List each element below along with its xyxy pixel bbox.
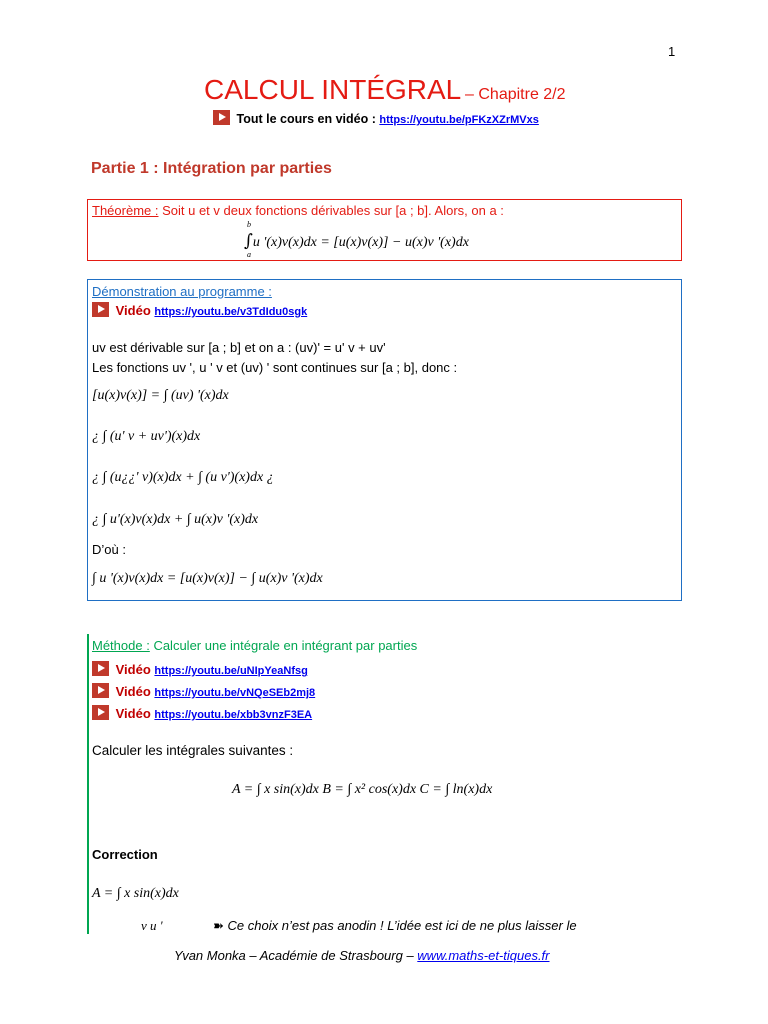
demo-eq1: [u(x)v(x)] = ∫ (uv) '(x)dx — [92, 388, 229, 403]
course-video-link[interactable]: https://youtu.be/pFKzXZrMVxs — [379, 114, 539, 126]
method-text: Calculer une intégrale en intégrant par parties — [149, 638, 418, 653]
theorem-label: Théorème : — [92, 203, 159, 218]
correction-label: Correction — [92, 847, 158, 862]
page-title — [204, 74, 566, 106]
title-main: CALCUL INTÉGRAL — [204, 74, 462, 105]
footer — [174, 948, 550, 963]
method-margin-line — [87, 634, 89, 934]
demo-eq5: ∫ u '(x)v(x)dx = [u(x)v(x)] − ∫ u(x)v '(x)dx — [92, 571, 323, 586]
course-video-label: Tout le cours en vidéo : — [236, 112, 376, 126]
page-number: 1 — [668, 44, 676, 59]
method-label: Méthode : — [92, 638, 150, 653]
demo-donc: D’où : — [92, 542, 126, 557]
part1-title: Partie 1 : Intégration par parties — [91, 160, 332, 177]
method-integrals: A = ∫ x sin(x)dx B = ∫ x² cos(x)dx C = ∫ ln(x)dx — [232, 782, 493, 797]
theorem-lim-a: a — [247, 250, 251, 259]
method-line — [92, 638, 417, 653]
play-icon[interactable] — [92, 683, 109, 698]
course-video-line — [213, 110, 539, 126]
correction-note-text: Ce choix n’est pas anodin ! L’idée est ici de ne plus laisser le — [227, 918, 577, 933]
double-arrow-icon: ➽ — [213, 918, 224, 933]
method-video-2 — [92, 683, 315, 699]
correction-eq: A = ∫ x sin(x)dx — [92, 886, 179, 901]
theorem-formula: ∫u '(x)v(x)dx = [u(x)v(x)] − u(x)v '(x)dx — [244, 231, 469, 251]
footer-text: Yvan Monka – Académie de Strasbourg – — [174, 948, 418, 963]
theorem-formula-text: u '(x)v(x)dx = [u(x)v(x)] − u(x)v '(x)dx — [252, 235, 469, 250]
play-icon[interactable] — [213, 110, 230, 125]
method-video-link[interactable]: https://youtu.be/vNQeSEb2mj8 — [154, 687, 316, 699]
method-video-3 — [92, 705, 312, 721]
method-video-1 — [92, 661, 308, 677]
theorem-text-line — [92, 203, 504, 218]
method-video-label: Vidéo — [115, 684, 151, 699]
theorem-text: Soit u et v deux fonctions dérivables sur [a ; b]. Alors, on a : — [158, 203, 504, 218]
play-icon[interactable] — [92, 705, 109, 720]
method-video-label: Vidéo — [115, 662, 151, 677]
demo-eq3: ¿ ∫ (u¿¿' v)(x)dx + ∫ (u v')(x)dx ¿ — [92, 470, 274, 485]
title-sub: – Chapitre 2/2 — [465, 86, 566, 103]
theorem-lim-b: b — [247, 220, 251, 229]
method-task: Calculer les intégrales suivantes : — [92, 743, 294, 758]
demo-video-label: Vidéo — [115, 303, 151, 318]
demo-line1: uv est dérivable sur [a ; b] et on a : (uv)' = u' v + uv' — [92, 340, 386, 355]
method-video-label: Vidéo — [115, 706, 151, 721]
demo-label: Démonstration au programme : — [92, 284, 272, 299]
method-video-link[interactable]: https://youtu.be/xbb3vnzF3EA — [154, 709, 313, 721]
demo-video-link[interactable]: https://youtu.be/v3TdIdu0sgk — [154, 306, 308, 318]
method-video-link[interactable]: https://youtu.be/uNIpYeaNfsg — [154, 665, 308, 677]
demo-eq2: ¿ ∫ (u' v + uv')(x)dx — [92, 429, 201, 444]
play-icon[interactable] — [92, 302, 109, 317]
demo-eq4: ¿ ∫ u'(x)v(x)dx + ∫ u(x)v '(x)dx — [92, 512, 259, 527]
footer-site-link[interactable]: www.maths-et-tiques.fr — [417, 948, 550, 963]
play-icon[interactable] — [92, 661, 109, 676]
demo-video-line — [92, 302, 307, 318]
demo-line2: Les fonctions uv ', u ' v et (uv) ' sont continues sur [a ; b], donc : — [92, 360, 458, 375]
correction-note — [213, 918, 577, 934]
correction-uv: v u ' — [141, 918, 163, 933]
